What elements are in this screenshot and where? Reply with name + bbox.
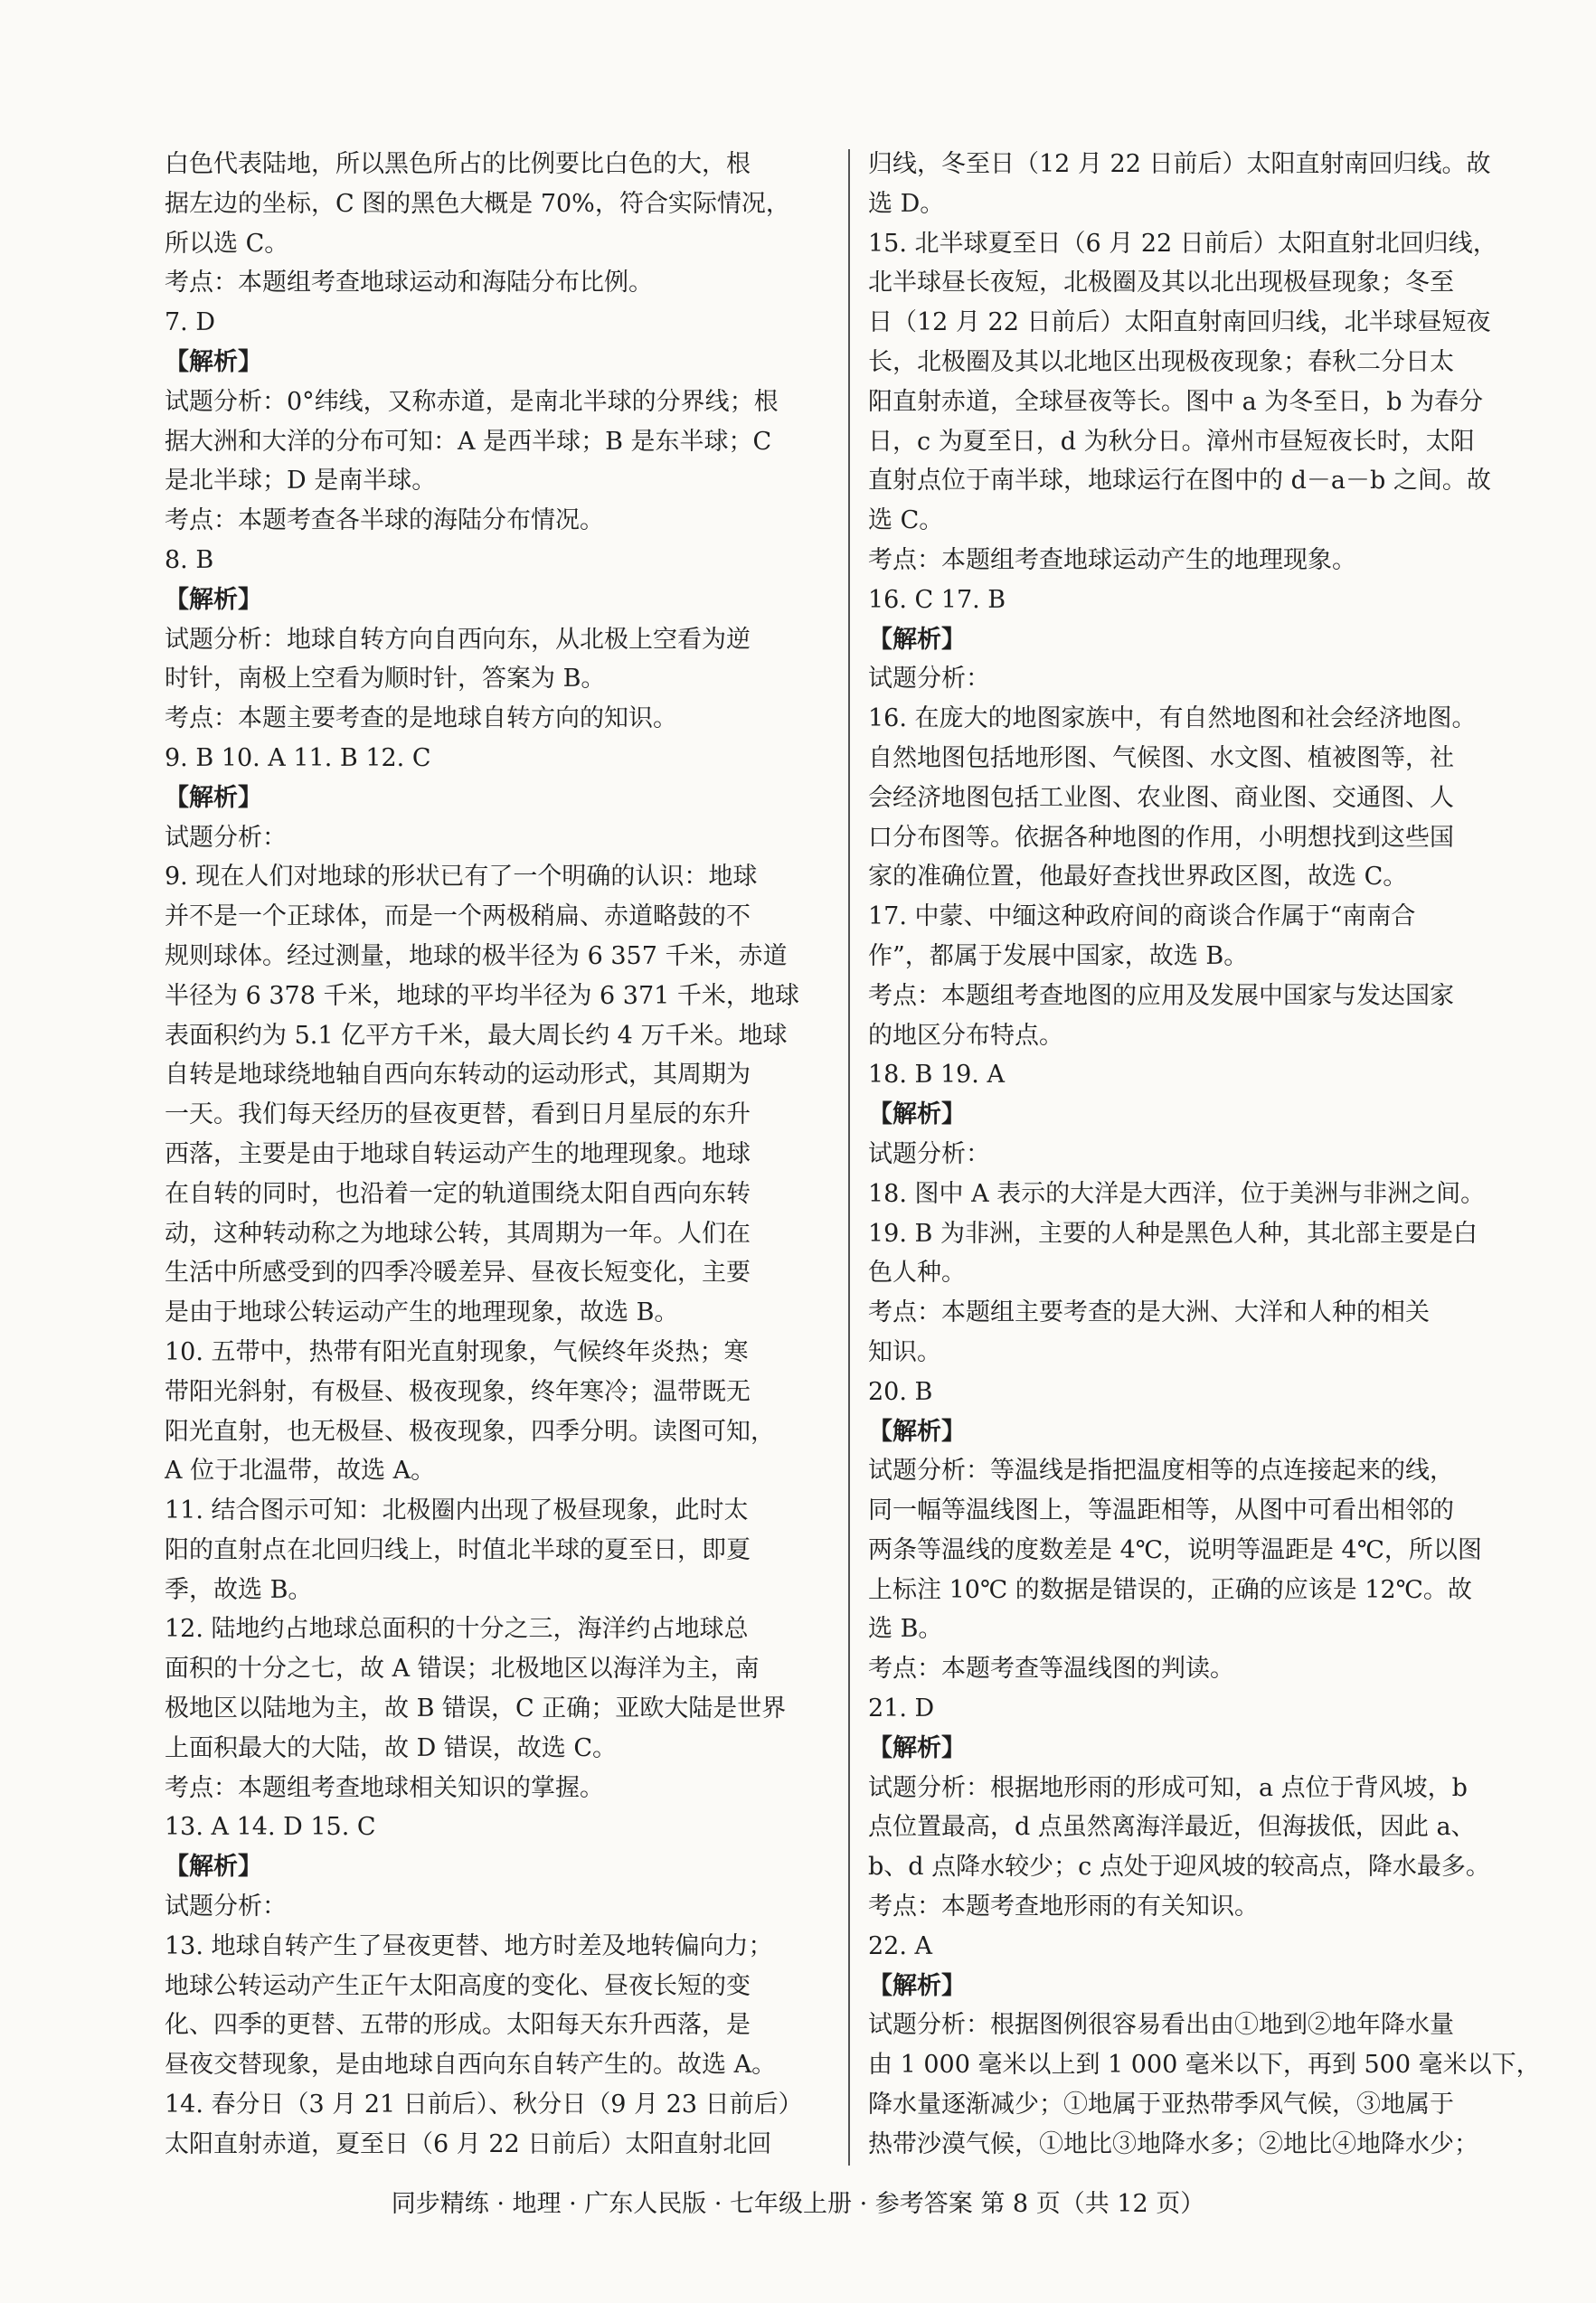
text-line: 长，北极圈及其以北地区出现极夜现象；春秋二分日太 (868, 347, 1454, 376)
column-divider (848, 149, 850, 2166)
text-line: b、d 点降水较少；c 点处于迎风坡的较高点，降水最多。 (868, 1853, 1490, 1882)
text-line: 会经济地图包括工业图、农业图、商业图、交通图、人 (868, 783, 1454, 812)
text-line: 试题分析： (868, 665, 990, 694)
text-line: 选 D。 (868, 189, 945, 218)
text-line: 化、四季的更替、五带的形成。太阳每天东升西落，是 (165, 2011, 751, 2040)
text-line: 试题分析：根据图例很容易看出由①地到②地年降水量 (868, 2011, 1454, 2040)
text-line: 考点：本题组考查地图的应用及发展中国家与发达国家 (868, 981, 1454, 1010)
text-line: 家的准确位置，他最好查找世界政区图，故选 C。 (868, 863, 1408, 892)
text-line: 考点：本题组主要考查的是大洲、大洋和人种的相关 (868, 1298, 1430, 1327)
text-line: 归线，冬至日（12 月 22 日前后）太阳直射南回归线。故 (868, 150, 1491, 178)
section-heading: 【解析】 (868, 1971, 966, 2000)
text-line: 上标注 10℃ 的数据是错误的，正确的应该是 12℃。故 (868, 1575, 1472, 1604)
text-line: 21. D (868, 1694, 935, 1723)
section-heading: 【解析】 (868, 1100, 966, 1129)
text-line: 太阳直射赤道，夏至日（6 月 22 日前后）太阳直射北回 (165, 2129, 772, 2158)
text-line: 考点：本题主要考查的是地球自转方向的知识。 (165, 704, 677, 733)
section-heading: 【解析】 (165, 585, 262, 614)
text-line: 西落，主要是由于地球自转运动产生的地理现象。地球 (165, 1139, 751, 1168)
text-line: 16. C 17. B (868, 585, 1006, 614)
text-line: 13. 地球自转产生了昼夜更替、地方时差及地转偏向力； (165, 1931, 773, 1960)
text-line: 上面积最大的大陆，故 D 错误，故选 C。 (165, 1733, 618, 1762)
text-line: 是由于地球公转运动产生的地理现象，故选 B。 (165, 1298, 679, 1327)
text-line: 季，故选 B。 (165, 1575, 313, 1604)
text-line: 半径为 6 378 千米，地球的平均半径为 6 371 千米，地球 (165, 981, 799, 1010)
text-line: 由 1 000 毫米以上到 1 000 毫米以下，再到 500 毫米以下， (868, 2051, 1541, 2080)
text-line: 15. 北半球夏至日（6 月 22 日前后）太阳直射北回归线， (868, 229, 1497, 258)
text-line: 日，c 为夏至日，d 为秋分日。漳州市昼短夜长时，太阳 (868, 427, 1475, 456)
text-line: 昼夜交替现象，是由地球自西向东自转产生的。故选 A。 (165, 2051, 777, 2080)
text-line: 是北半球；D 是南半球。 (165, 467, 437, 496)
text-line: 14. 春分日（3 月 21 日前后）、秋分日（9 月 23 日前后） (165, 2091, 803, 2119)
text-line: 色人种。 (868, 1259, 966, 1288)
text-line: 试题分析： (165, 823, 287, 852)
section-heading: 【解析】 (868, 625, 966, 654)
text-line: 日（12 月 22 日前后）太阳直射南回归线，北半球昼短夜 (868, 308, 1491, 337)
text-line: 9. B 10. A 11. B 12. C (165, 743, 431, 772)
text-line: 考点：本题考查各半球的海陆分布情况。 (165, 506, 604, 535)
text-line: 10. 五带中，热带有阳光直射现象，气候终年炎热；寒 (165, 1337, 749, 1366)
text-line: 口分布图等。依据各种地图的作用，小明想找到这些国 (868, 823, 1454, 852)
text-line: 自然地图包括地形图、气候图、水文图、植被图等，社 (868, 743, 1454, 772)
text-line: 试题分析： (165, 1892, 287, 1921)
page-footer: 同步精练 · 地理 · 广东人民版 · 七年级上册 · 参考答案 第 8 页（共 12 页） (391, 2190, 1205, 2218)
text-line: 19. B 为非洲，主要的人种是黑色人种，其北部主要是白 (868, 1219, 1478, 1248)
text-line: 表面积约为 5.1 亿平方千米，最大周长约 4 万千米。地球 (165, 1021, 788, 1050)
text-line: 生活中所感受到的四季冷暖差异、昼夜长短变化，主要 (165, 1259, 751, 1288)
text-line: 热带沙漠气候，①地比③地降水多；②地比④地降水少； (868, 2129, 1478, 2158)
text-line: 直射点位于南半球，地球运行在图中的 d－a－b 之间。故 (868, 467, 1491, 496)
text-line: 选 B。 (868, 1615, 943, 1644)
text-line: 9. 现在人们对地球的形状已有了一个明确的认识：地球 (165, 863, 758, 892)
text-line: 试题分析：地球自转方向自西向东，从北极上空看为逆 (165, 625, 751, 654)
text-line: 北半球昼长夜短，北极圈及其以北出现极昼现象；冬至 (868, 269, 1454, 297)
text-line: 时针，南极上空看为顺时针，答案为 B。 (165, 665, 606, 694)
text-line: 白色代表陆地，所以黑色所占的比例要比白色的大，根 (165, 150, 751, 178)
text-line: 考点：本题考查等温线图的判读。 (868, 1655, 1234, 1684)
text-line: 阳光直射，也无极昼、极夜现象，四季分明。读图可知， (165, 1417, 775, 1446)
text-line: A 位于北温带，故选 A。 (165, 1457, 436, 1486)
text-line: 7. D (165, 308, 215, 337)
text-line: 试题分析：0°纬线，又称赤道，是南北半球的分界线；根 (165, 387, 779, 416)
text-line: 动，这种转动称之为地球公转，其周期为一年。人们在 (165, 1219, 751, 1248)
text-line: 试题分析： (868, 1139, 990, 1168)
section-heading: 【解析】 (165, 1853, 262, 1882)
text-line: 据大洲和大洋的分布可知：A 是西半球；B 是东半球；C (165, 427, 772, 456)
text-line: 13. A 14. D 15. C (165, 1813, 376, 1842)
text-line: 试题分析：根据地形雨的形成可知，a 点位于背风坡，b (868, 1773, 1468, 1802)
text-line: 考点：本题组考查地球运动和海陆分布比例。 (165, 269, 653, 297)
text-line: 地球公转运动产生正午太阳高度的变化、昼夜长短的变 (165, 1971, 751, 2000)
text-line: 考点：本题组考查地球相关知识的掌握。 (165, 1773, 604, 1802)
text-line: 带阳光斜射，有极昼、极夜现象，终年寒冷；温带既无 (165, 1377, 751, 1406)
text-line: 的地区分布特点。 (868, 1021, 1063, 1050)
text-line: 18. B 19. A (868, 1061, 1005, 1090)
text-line: 17. 中蒙、中缅这种政府间的商谈合作属于“南南合 (868, 902, 1416, 931)
text-line: 12. 陆地约占地球总面积的十分之三，海洋约占地球总 (165, 1615, 749, 1644)
text-line: 两条等温线的度数差是 4℃，说明等温距是 4℃，所以图 (868, 1535, 1482, 1564)
text-line: 22. A (868, 1931, 933, 1960)
text-line: 阳的直射点在北回归线上，时值北半球的夏至日，即夏 (165, 1535, 751, 1564)
text-line: 面积的十分之七，故 A 错误；北极地区以海洋为主，南 (165, 1655, 760, 1684)
text-line: 并不是一个正球体，而是一个两极稍扁、赤道略鼓的不 (165, 902, 751, 931)
text-line: 在自转的同时，也沿着一定的轨道围绕太阳自西向东转 (165, 1179, 751, 1208)
text-line: 作”，都属于发展中国家，故选 B。 (868, 941, 1249, 970)
text-line: 阳直射赤道，全球昼夜等长。图中 a 为冬至日，b 为春分 (868, 387, 1484, 416)
section-heading: 【解析】 (868, 1733, 966, 1762)
text-line: 考点：本题组考查地球运动产生的地理现象。 (868, 545, 1356, 574)
text-line: 同一幅等温线图上，等温距相等，从图中可看出相邻的 (868, 1496, 1454, 1525)
text-line: 一天。我们每天经历的昼夜更替，看到日月星辰的东升 (165, 1100, 751, 1129)
text-line: 8. B (165, 545, 214, 574)
text-line: 降水量逐渐减少；①地属于亚热带季风气候，③地属于 (868, 2091, 1454, 2119)
text-line: 试题分析：等温线是指把温度相等的点连接起来的线， (868, 1457, 1454, 1486)
section-heading: 【解析】 (165, 347, 262, 376)
text-line: 自转是地球绕地轴自西向东转动的运动形式，其周期为 (165, 1061, 751, 1090)
section-heading: 【解析】 (868, 1417, 966, 1446)
text-line: 据左边的坐标，C 图的黑色大概是 70%，符合实际情况， (165, 189, 790, 218)
text-line: 点位置最高，d 点虽然离海洋最近，但海拔低，因此 a、 (868, 1813, 1476, 1842)
text-line: 极地区以陆地为主，故 B 错误，C 正确；亚欧大陆是世界 (165, 1694, 787, 1723)
text-line: 18. 图中 A 表示的大洋是大西洋，位于美洲与非洲之间。 (868, 1179, 1486, 1208)
text-line: 选 C。 (868, 506, 944, 535)
text-line: 考点：本题考查地形雨的有关知识。 (868, 1892, 1259, 1921)
text-line: 20. B (868, 1377, 933, 1406)
section-heading: 【解析】 (165, 783, 262, 812)
text-line: 规则球体。经过测量，地球的极半径为 6 357 千米，赤道 (165, 941, 788, 970)
text-line: 11. 结合图示可知：北极圈内出现了极昼现象，此时太 (165, 1496, 749, 1525)
right-column (868, 145, 1546, 2165)
text-line: 所以选 C。 (165, 229, 289, 258)
text-line: 16. 在庞大的地图家族中，有自然地图和社会经济地图。 (868, 704, 1477, 733)
text-line: 知识。 (868, 1337, 941, 1366)
left-column (165, 145, 843, 2165)
